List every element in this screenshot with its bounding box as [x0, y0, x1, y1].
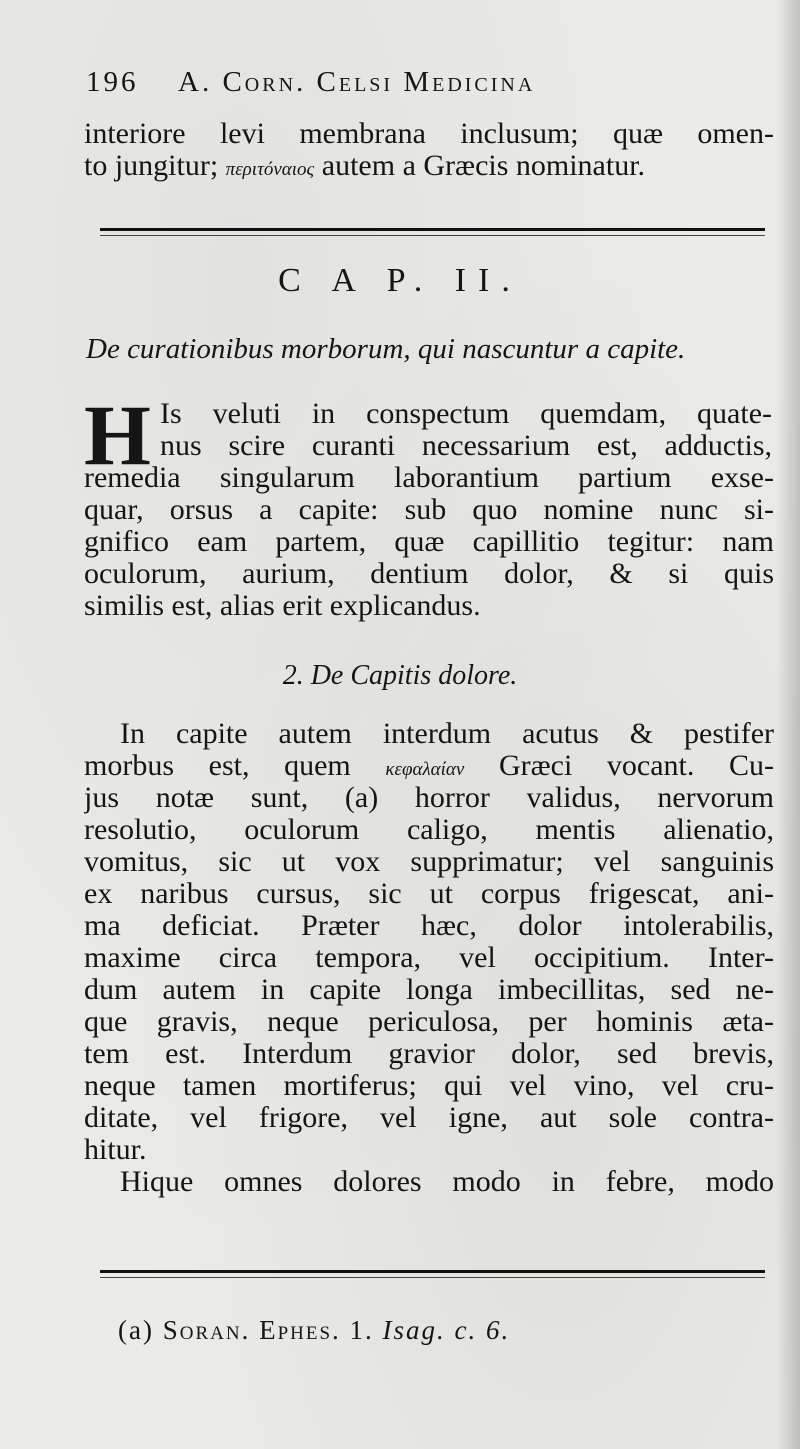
- greek-word: κεφαλαίαν: [385, 759, 465, 780]
- top-paragraph: [84, 118, 774, 182]
- text-fragment: Græci vocant. Cu-: [498, 750, 774, 782]
- text-line: maxime circa tempora, vel occipitium. Inter-: [84, 942, 774, 974]
- text-line: que gravis, neque periculosa, per hominis æta-: [84, 1006, 774, 1038]
- text-line: In capite autem interdum acutus & pestifer: [120, 718, 774, 750]
- drop-cap: H: [84, 387, 151, 483]
- running-head: [86, 66, 766, 106]
- text-line: quar, orsus a capite: sub quo nomine nunc si-: [84, 494, 774, 526]
- text-line: [84, 150, 774, 182]
- footnote: [118, 1315, 510, 1346]
- text-line: ex naribus cursus, sic ut corpus frigescat, ani-: [84, 878, 774, 910]
- text-line: [84, 750, 774, 782]
- text-line: interiore levi membrana inclusum; quæ omen-: [84, 118, 774, 150]
- text-fragment: morbus est, quem: [84, 750, 351, 782]
- footnote-ref-number: 1.: [349, 1315, 374, 1345]
- chapter-subtitle: De curationibus morborum, qui nascuntur a capite.: [86, 333, 686, 365]
- intro-first-lines: [160, 398, 772, 462]
- footnote-chapter: c. 6.: [454, 1315, 511, 1345]
- text-line: Is veluti in conspectum quemdam, quate-: [160, 398, 772, 430]
- text-line: dum autem in capite longa imbecillitas, sed ne-: [84, 974, 774, 1006]
- text-line: oculorum, aurium, dentium dolor, & si quis: [84, 558, 774, 590]
- bottom-rule-thin: [100, 1277, 765, 1278]
- footnote-author: Soran. Ephes.: [162, 1315, 341, 1345]
- text-line: jus notæ sunt, (a) horror validus, nervorum: [84, 782, 774, 814]
- text-line: resolutio, oculorum caligo, mentis alienatio,: [84, 814, 774, 846]
- section-heading: 2. De Capitis dolore.: [282, 660, 518, 691]
- text-line: vomitus, sic ut vox supprimatur; vel sanguinis: [84, 846, 774, 878]
- footnote-mark: (a): [118, 1315, 154, 1345]
- text-line: remedia singularum laborantium partium exse-: [84, 462, 774, 494]
- greek-word: περιτόναιος: [225, 159, 315, 180]
- intro-paragraph: [84, 462, 774, 622]
- top-rule: [100, 228, 765, 231]
- page-edge-shadow: [776, 0, 800, 1449]
- text-fragment: to jungitur;: [84, 150, 219, 182]
- text-line: similis est, alias erit explicandus.: [84, 590, 481, 622]
- bottom-rule: [100, 1270, 765, 1273]
- text-line: nus scire curanti necessarium est, adductis,: [160, 430, 772, 462]
- text-line: ditate, vel frigore, vel igne, aut sole contra-: [84, 1102, 774, 1134]
- text-line: ma deficiat. Præter hæc, dolor intolerabilis,: [84, 910, 774, 942]
- text-line: neque tamen mortiferus; qui vel vino, vel cru-: [84, 1070, 774, 1102]
- text-fragment: autem a Græcis nominatur.: [321, 150, 646, 182]
- page-number: 196: [86, 66, 139, 98]
- text-line: Hique omnes dolores modo in febre, modo: [120, 1166, 774, 1198]
- text-line: hitur.: [84, 1134, 147, 1166]
- chapter-title: C A P. II.: [278, 262, 522, 299]
- text-line: gnifico eam partem, quæ capillitio tegitur: nam: [84, 526, 774, 558]
- top-rule-thin: [100, 235, 765, 236]
- main-paragraph: [84, 718, 774, 1198]
- text-line: tem est. Interdum gravior dolor, sed brevis,: [84, 1038, 774, 1070]
- running-title: A. Corn. Celsi Medicina: [178, 66, 536, 98]
- footnote-work: Isag.: [382, 1315, 446, 1345]
